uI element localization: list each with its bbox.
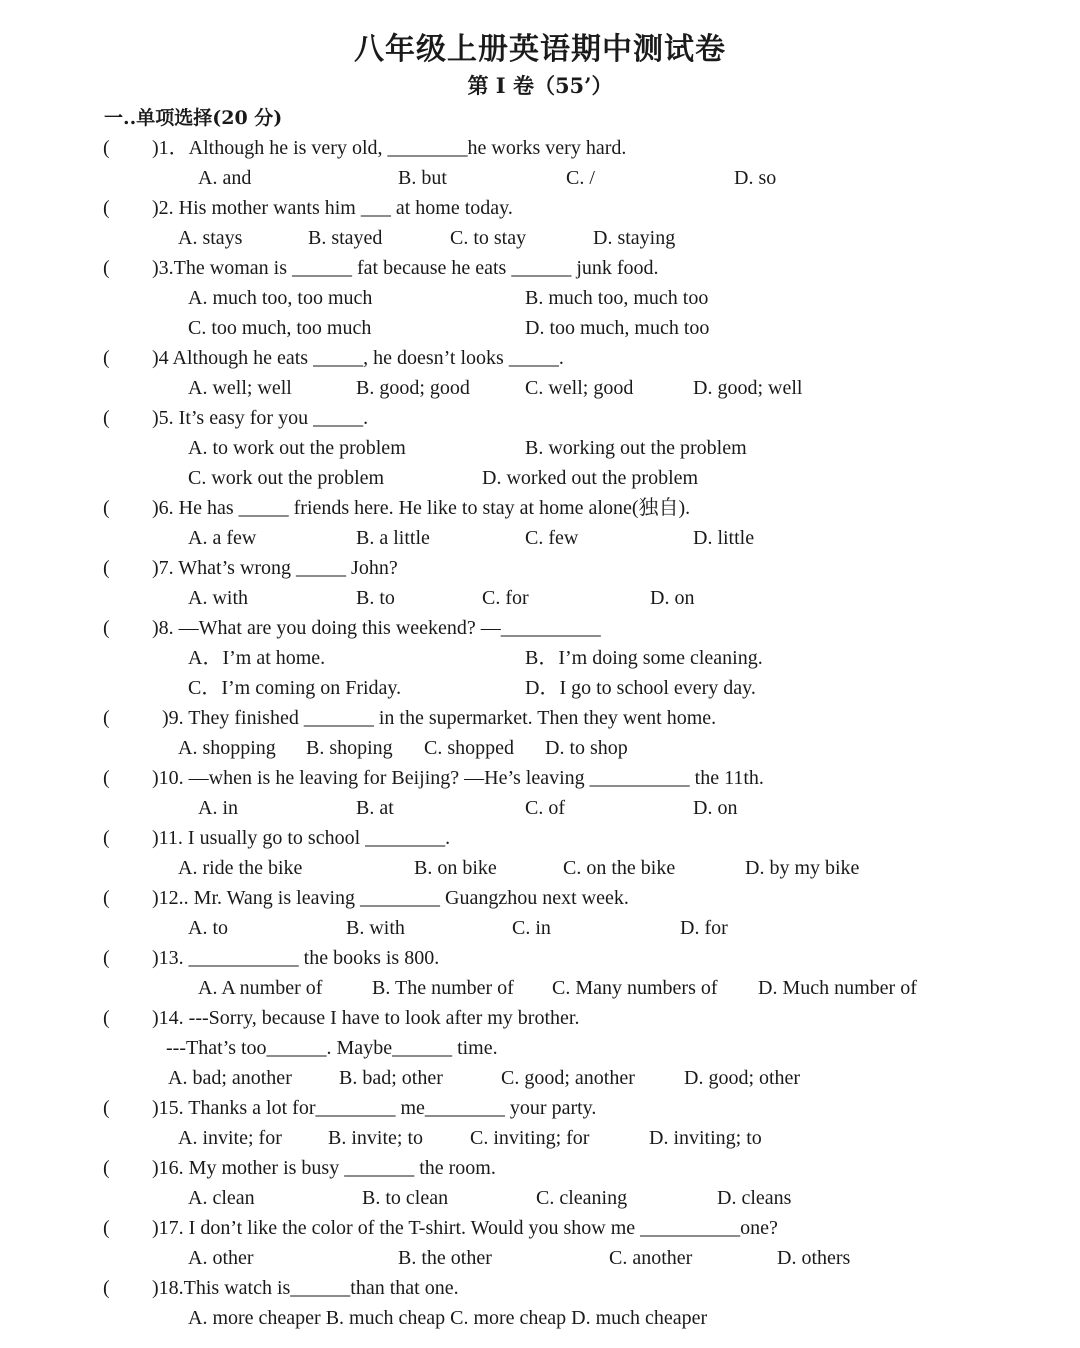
answer-option: D. on: [650, 587, 695, 609]
answer-option: A. with: [188, 587, 248, 609]
answer-option: D. others: [777, 1247, 851, 1269]
answer-bracket: (: [103, 707, 110, 729]
answer-option: C. another: [609, 1247, 693, 1269]
question-stem: )1．Although he is very old, ________he works very hard.: [152, 137, 627, 159]
answer-option: C. cleaning: [536, 1187, 628, 1209]
question-stem: )18.This watch is______than that one.: [152, 1277, 459, 1299]
answer-bracket: (: [103, 767, 110, 789]
answer-bracket: (: [103, 1097, 110, 1119]
question-stem: )15. Thanks a lot for________ me________ your party.: [152, 1097, 597, 1119]
answer-option: C. shopped: [424, 737, 514, 759]
answer-bracket: (: [103, 947, 110, 969]
question-stem-continued: ---That’s too______. Maybe______ time.: [166, 1037, 498, 1059]
answer-option: A. a few: [188, 527, 257, 549]
answer-option: B. good; good: [356, 377, 470, 399]
answer-option: D. cleans: [717, 1187, 792, 1209]
answer-bracket: (: [103, 887, 110, 909]
answer-option: A. other: [188, 1247, 254, 1269]
answer-option: A. to: [188, 917, 228, 939]
answer-bracket: (: [103, 1007, 110, 1029]
answer-option: C. in: [512, 917, 551, 939]
answer-option: D. to shop: [545, 737, 628, 759]
answer-option: C. too much, too much: [188, 317, 372, 339]
answer-option: D. by my bike: [745, 857, 860, 879]
question-stem: )5. It’s easy for you _____.: [152, 407, 369, 429]
answer-option: C. well; good: [525, 377, 634, 399]
section-heading: 一..单项选择(20 分): [104, 107, 283, 129]
answer-option: B. bad; other: [339, 1067, 443, 1089]
answer-option: B. to clean: [362, 1187, 449, 1209]
answer-option: A. clean: [188, 1187, 255, 1209]
answer-option: D．I go to school every day.: [525, 677, 756, 699]
answer-option: A. and: [198, 167, 252, 189]
question-stem: )3.The woman is ______ fat because he eats ______ junk food.: [152, 257, 659, 279]
answer-option: D. good; other: [684, 1067, 801, 1089]
answer-option: C. Many numbers of: [552, 977, 718, 999]
answer-option: A. well; well: [188, 377, 292, 399]
page-subtitle: 第 I 卷（55’）: [467, 73, 613, 98]
answer-option: D. little: [693, 527, 755, 549]
answer-option: B. invite; to: [328, 1127, 423, 1149]
question-stem: )13. ___________ the books is 800.: [152, 947, 440, 969]
answer-bracket: (: [103, 1277, 110, 1299]
answer-option: B. working out the problem: [525, 437, 747, 459]
answer-bracket: (: [103, 497, 110, 519]
answer-option: A. invite; for: [178, 1127, 282, 1149]
answer-option: A. ride the bike: [178, 857, 303, 879]
answer-bracket: (: [103, 197, 110, 219]
answer-option: B. a little: [356, 527, 430, 549]
question-stem: )12.. Mr. Wang is leaving ________ Guangzhou next week.: [152, 887, 629, 909]
question-stem: )9. They finished _______ in the supermarket. Then they went home.: [162, 707, 717, 729]
page-title: 八年级上册英语期中测试卷: [354, 32, 726, 67]
answer-option: D. too much, much too: [525, 317, 710, 339]
answer-option: B. shoping: [306, 737, 393, 759]
question-stem: )8. —What are you doing this weekend? —__________: [152, 617, 601, 639]
answer-option: B．I’m doing some cleaning.: [525, 647, 763, 669]
answer-option: D. staying: [593, 227, 676, 249]
answer-option: B. stayed: [308, 227, 383, 249]
answer-option: A. A number of: [198, 977, 323, 999]
answer-option: C. good; another: [501, 1067, 635, 1089]
question-stem: )14. ---Sorry, because I have to look after my brother.: [152, 1007, 580, 1029]
answer-option: A．I’m at home.: [188, 647, 326, 669]
answer-option: C. to stay: [450, 227, 527, 249]
answer-bracket: (: [103, 617, 110, 639]
answer-option: C. for: [482, 587, 529, 609]
question-stem: )4 Although he eats _____, he doesn’t looks _____.: [152, 347, 564, 369]
answer-bracket: (: [103, 137, 110, 159]
answer-option: B. to: [356, 587, 395, 609]
answer-bracket: (: [103, 557, 110, 579]
answer-option: B. the other: [398, 1247, 492, 1269]
answer-option: C. few: [525, 527, 579, 549]
answer-option: B. with: [346, 917, 405, 939]
answer-option: B. The number of: [372, 977, 514, 999]
answer-option: D. worked out the problem: [482, 467, 699, 489]
answer-option: B. on bike: [414, 857, 497, 879]
answer-option: A. in: [198, 797, 238, 819]
answer-option: D. inviting; to: [649, 1127, 762, 1149]
question-stem: )10. —when is he leaving for Beijing? —He’s leaving __________ the 11th.: [152, 767, 764, 789]
answer-option: B. at: [356, 797, 394, 819]
question-stem: )7. What’s wrong _____ John?: [152, 557, 398, 579]
answer-option: D. good; well: [693, 377, 803, 399]
answer-option: C. work out the problem: [188, 467, 385, 489]
answer-option: A. to work out the problem: [188, 437, 406, 459]
question-stem: )6. He has _____ friends here. He like to stay at home alone(独自).: [152, 497, 691, 519]
answer-option: A. more cheaper B. much cheap C. more cheap D. much cheaper: [188, 1307, 708, 1329]
answer-option: B. but: [398, 167, 447, 189]
answer-bracket: (: [103, 1157, 110, 1179]
answer-option: D. for: [680, 917, 728, 939]
answer-option: C. /: [566, 167, 595, 189]
answer-option: D. on: [693, 797, 738, 819]
question-stem: )17. I don’t like the color of the T-shirt. Would you show me __________one?: [152, 1217, 778, 1239]
answer-option: D. Much number of: [758, 977, 917, 999]
answer-bracket: (: [103, 827, 110, 849]
answer-option: C. inviting; for: [470, 1127, 590, 1149]
answer-option: A. much too, too much: [188, 287, 373, 309]
answer-option: B. much too, much too: [525, 287, 709, 309]
answer-bracket: (: [103, 257, 110, 279]
answer-bracket: (: [103, 347, 110, 369]
answer-option: A. bad; another: [168, 1067, 292, 1089]
answer-option: D. so: [734, 167, 777, 189]
answer-option: C. on the bike: [563, 857, 676, 879]
answer-option: A. stays: [178, 227, 243, 249]
question-stem: )11. I usually go to school ________.: [152, 827, 451, 849]
answer-option: A. shopping: [178, 737, 276, 759]
answer-option: C．I’m coming on Friday.: [188, 677, 402, 699]
answer-option: C. of: [525, 797, 565, 819]
question-stem: )2. His mother wants him ___ at home today.: [152, 197, 513, 219]
answer-bracket: (: [103, 1217, 110, 1239]
question-stem: )16. My mother is busy _______ the room.: [152, 1157, 496, 1179]
answer-bracket: (: [103, 407, 110, 429]
